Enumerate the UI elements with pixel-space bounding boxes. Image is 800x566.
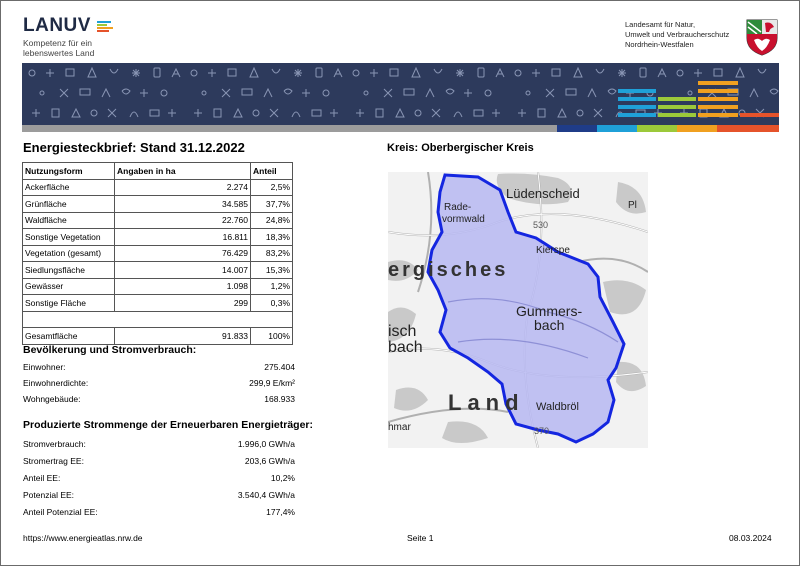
strip-green bbox=[637, 125, 677, 132]
row-label: Wohngebäude: bbox=[23, 394, 81, 404]
table-row bbox=[23, 196, 293, 213]
population-row bbox=[23, 378, 295, 390]
map-label-radevormwald-2: vormwald bbox=[442, 214, 485, 225]
population-row bbox=[23, 362, 295, 374]
table-header-row bbox=[23, 163, 293, 180]
map-label-370: 370 bbox=[534, 426, 550, 436]
table-row bbox=[23, 229, 293, 246]
row-value: 299,9 E/km² bbox=[249, 378, 295, 388]
row-share: 1,2% bbox=[251, 278, 293, 295]
row-ha: 14.007 bbox=[115, 262, 251, 279]
row-value: 1.996,0 GWh/a bbox=[237, 439, 295, 449]
column-header-ha: Angaben in ha bbox=[115, 163, 251, 180]
strip-lightblue bbox=[597, 125, 637, 132]
lanuv-logo-stripes-icon bbox=[95, 21, 127, 35]
table-row bbox=[23, 179, 293, 196]
total-share: 100% bbox=[251, 328, 293, 345]
table-row bbox=[23, 262, 293, 279]
population-heading: Bevölkerung und Stromverbrauch: bbox=[23, 344, 197, 356]
agency-line-1: Landesamt für Natur, bbox=[625, 20, 696, 29]
row-ha: 34.585 bbox=[115, 196, 251, 213]
energy-row bbox=[23, 473, 295, 485]
row-label: Anteil Potenzial EE: bbox=[23, 507, 98, 517]
map-label-gummersbach-1: Gummers- bbox=[516, 303, 583, 319]
strip-orange bbox=[677, 125, 717, 132]
row-value: 10,2% bbox=[270, 473, 295, 483]
row-share: 0,3% bbox=[251, 295, 293, 312]
row-value: 275.404 bbox=[264, 362, 295, 372]
lanuv-logo-text: LANUV bbox=[23, 15, 91, 36]
table-spacer bbox=[23, 311, 293, 328]
row-share: 15,3% bbox=[251, 262, 293, 279]
land-use-table bbox=[22, 162, 293, 345]
row-ha: 2.274 bbox=[115, 179, 251, 196]
row-name: Waldfläche bbox=[23, 212, 115, 229]
row-ha: 76.429 bbox=[115, 245, 251, 262]
energy-row bbox=[23, 507, 295, 519]
map-label-land: Land bbox=[448, 390, 525, 415]
energy-row bbox=[23, 439, 295, 451]
table-row bbox=[23, 278, 293, 295]
row-label: Stromverbrauch: bbox=[23, 439, 86, 449]
footer-url[interactable]: https://www.energieatlas.nrw.de bbox=[23, 533, 143, 543]
table-row bbox=[23, 245, 293, 262]
row-share: 83,2% bbox=[251, 245, 293, 262]
table-total-row bbox=[23, 328, 293, 345]
agency-line-3: Nordrhein-Westfalen bbox=[625, 40, 694, 49]
row-label: Stromertrag EE: bbox=[23, 456, 84, 466]
energy-heading: Produzierte Strommenge der Erneuerbaren Energieträger: bbox=[23, 419, 313, 431]
agency-name bbox=[625, 20, 729, 50]
map-label-kierspe: Kierspe bbox=[536, 245, 570, 256]
row-name: Sonstige Fläche bbox=[23, 295, 115, 312]
row-value: 3.540,4 GWh/a bbox=[237, 490, 295, 500]
map-label-bergisches: ergisches bbox=[388, 259, 509, 281]
row-name: Grünfläche bbox=[23, 196, 115, 213]
district-map bbox=[388, 172, 648, 448]
map-label-hmar: hmar bbox=[388, 422, 411, 433]
map-label-530: 530 bbox=[533, 220, 549, 230]
row-label: Anteil EE: bbox=[23, 473, 61, 483]
kreis-title: Kreis: Oberbergischer Kreis bbox=[387, 142, 534, 154]
row-label: Einwohner: bbox=[23, 362, 66, 372]
footer-page: Seite 1 bbox=[407, 533, 434, 543]
strip-blue bbox=[557, 125, 597, 132]
row-share: 37,7% bbox=[251, 196, 293, 213]
table-row bbox=[23, 295, 293, 312]
lanuv-tagline-1: Kompetenz für ein bbox=[23, 38, 92, 48]
map-label-luedenscheid: Lüdenscheid bbox=[506, 186, 580, 201]
column-header-nutzungsform: Nutzungsform bbox=[23, 163, 115, 180]
row-name: Siedlungsfläche bbox=[23, 262, 115, 279]
population-row bbox=[23, 394, 295, 406]
energy-row bbox=[23, 490, 295, 502]
column-header-anteil: Anteil bbox=[251, 163, 293, 180]
row-value: 177,4% bbox=[266, 507, 295, 517]
map-label-radevormwald-1: Rade- bbox=[444, 202, 472, 213]
row-share: 2,5% bbox=[251, 179, 293, 196]
footer-date: 08.03.2024 bbox=[729, 533, 772, 543]
row-ha: 299 bbox=[115, 295, 251, 312]
row-name: Gewässer bbox=[23, 278, 115, 295]
total-ha: 91.833 bbox=[115, 328, 251, 345]
strip-red bbox=[717, 125, 779, 132]
energy-icons-pattern bbox=[22, 63, 779, 125]
page-title: Energiesteckbrief: Stand 31.12.2022 bbox=[23, 140, 245, 155]
nrw-coat-of-arms-icon bbox=[745, 18, 779, 56]
row-value: 168.933 bbox=[264, 394, 295, 404]
agency-line-2: Umwelt und Verbraucherschutz bbox=[625, 30, 730, 39]
map-label-waldbroel: Waldbröl bbox=[536, 401, 579, 413]
map-label-gummersbach-2: bach bbox=[534, 317, 565, 333]
row-share: 24,8% bbox=[251, 212, 293, 229]
map-label-pl: Pl bbox=[628, 200, 637, 211]
lanuv-tagline-2: lebenswertes Land bbox=[23, 48, 95, 58]
row-name: Ackerfläche bbox=[23, 179, 115, 196]
header-banner bbox=[22, 63, 779, 125]
row-name: Vegetation (gesamt) bbox=[23, 245, 115, 262]
row-ha: 22.760 bbox=[115, 212, 251, 229]
map-label-isch: isch bbox=[388, 323, 417, 340]
row-ha: 16.811 bbox=[115, 229, 251, 246]
total-name: Gesamtfläche bbox=[23, 328, 115, 345]
lanuv-logo bbox=[23, 15, 94, 58]
row-label: Einwohnerdichte: bbox=[23, 378, 89, 388]
row-ha: 1.098 bbox=[115, 278, 251, 295]
table-row bbox=[23, 212, 293, 229]
row-name: Sonstige Vegetation bbox=[23, 229, 115, 246]
energy-row bbox=[23, 456, 295, 468]
row-share: 18,3% bbox=[251, 229, 293, 246]
row-value: 203,6 GWh/a bbox=[244, 456, 295, 466]
map-label-bach: bach bbox=[388, 339, 423, 356]
row-label: Potenzial EE: bbox=[23, 490, 75, 500]
